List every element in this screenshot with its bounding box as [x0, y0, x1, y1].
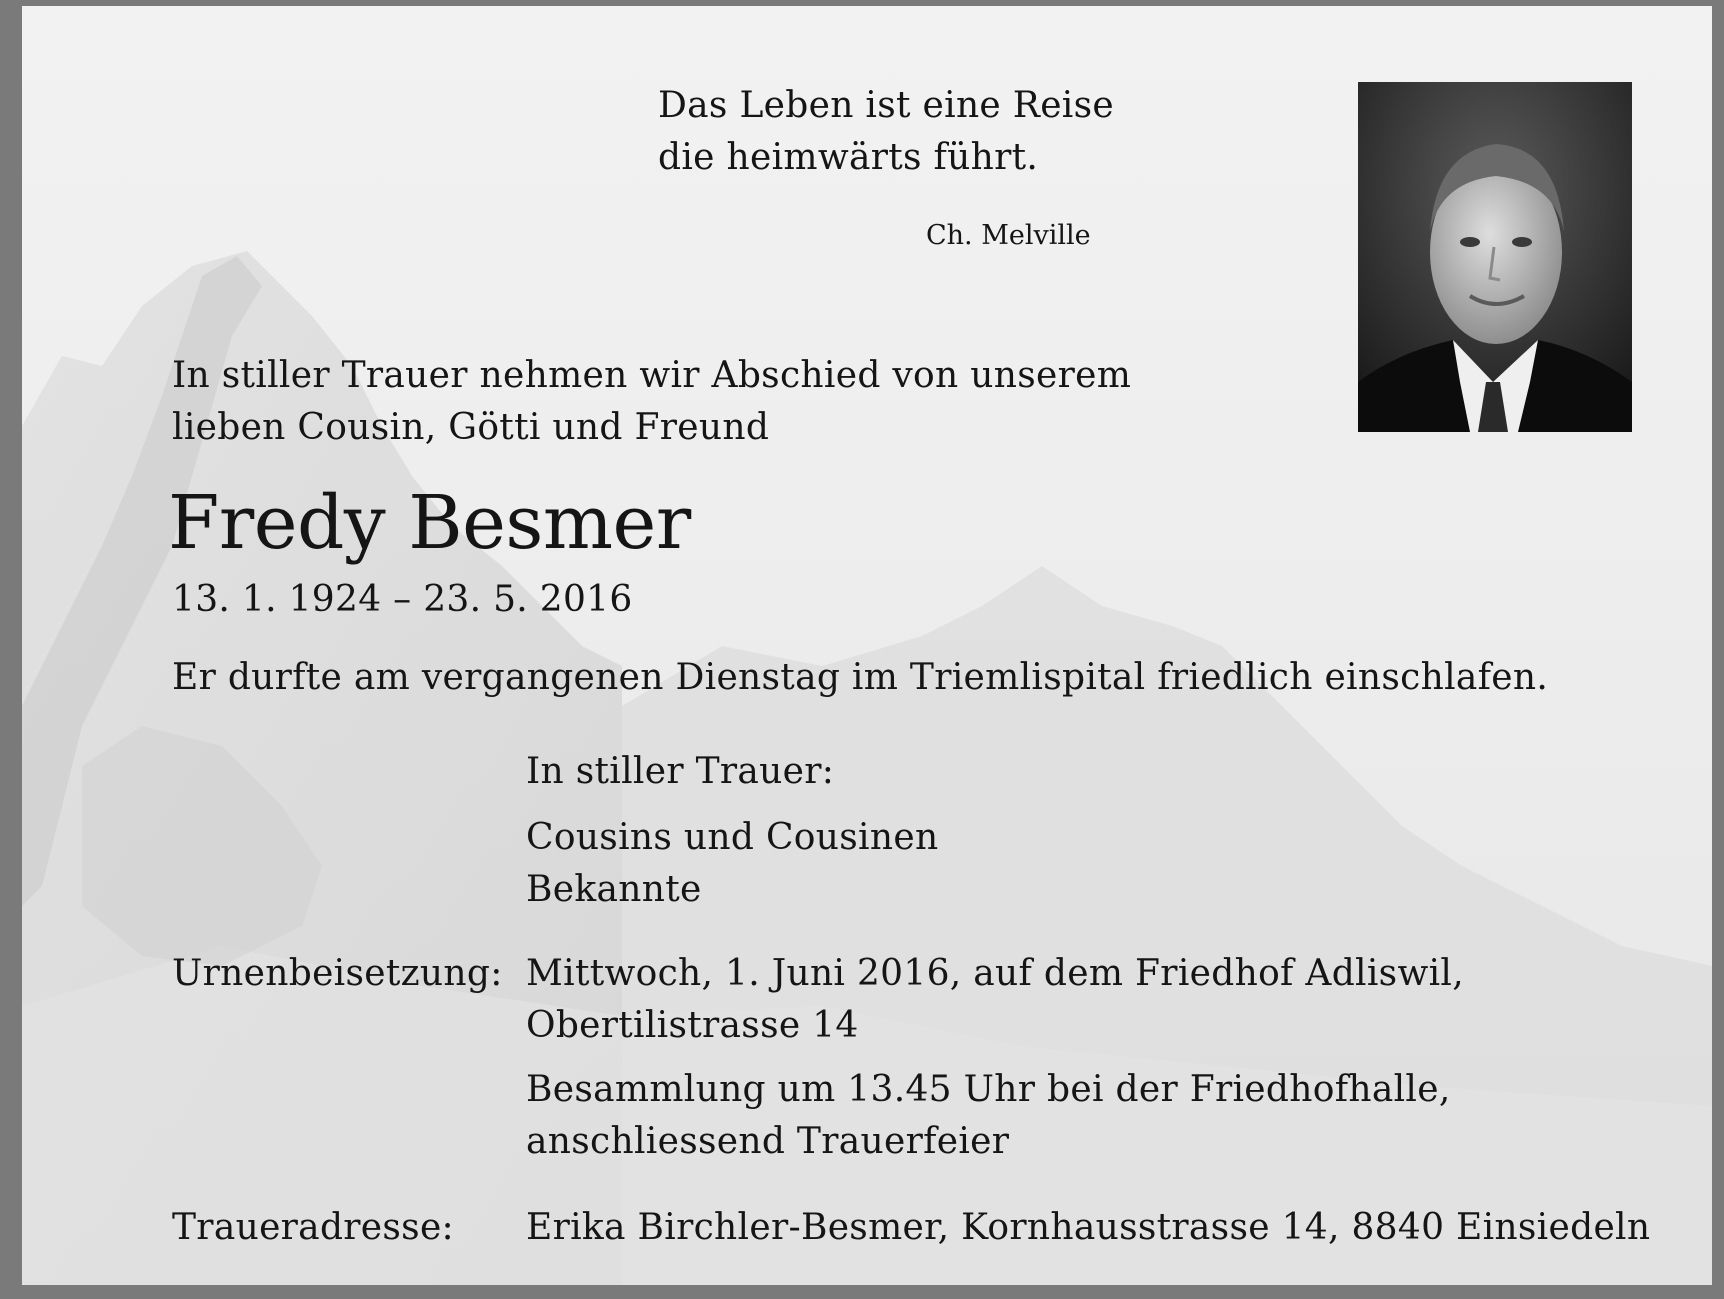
portrait-photo: [1358, 82, 1632, 432]
gathering-line: Besammlung um 13.45 Uhr bei der Friedhofhalle,: [526, 1069, 1451, 1110]
funeral-line: Mittwoch, 1. Juni 2016, auf dem Friedhof Adliswil,: [526, 953, 1464, 994]
quote-line-1: Das Leben ist eine Reise: [658, 85, 1114, 126]
gathering-line: anschliessend Trauerfeier: [526, 1121, 1010, 1162]
mourners-line: Cousins und Cousinen: [526, 817, 939, 858]
mourners-line: Bekannte: [526, 869, 702, 910]
mourning-address: Erika Birchler-Besmer, Kornhausstrasse 14, 8840 Einsiedeln: [526, 1207, 1651, 1248]
funeral-label: Urnenbeisetzung:: [172, 953, 503, 994]
funeral-line: Obertilistrasse 14: [526, 1005, 859, 1046]
mourners-heading: In stiller Trauer:: [526, 751, 835, 792]
quote-line-2: die heimwärts führt.: [658, 137, 1039, 178]
passing-sentence: Er durfte am vergangenen Dienstag im Triemlispital friedlich einschlafen.: [172, 657, 1549, 698]
intro-line-2: lieben Cousin, Götti und Freund: [172, 407, 770, 448]
life-dates: 13. 1. 1924 – 23. 5. 2016: [172, 579, 633, 620]
deceased-name: Fredy Besmer: [168, 480, 691, 566]
address-label: Traueradresse:: [172, 1207, 454, 1248]
quote-author: Ch. Melville: [926, 220, 1091, 251]
intro-line-1: In stiller Trauer nehmen wir Abschied von unserem: [172, 355, 1132, 396]
